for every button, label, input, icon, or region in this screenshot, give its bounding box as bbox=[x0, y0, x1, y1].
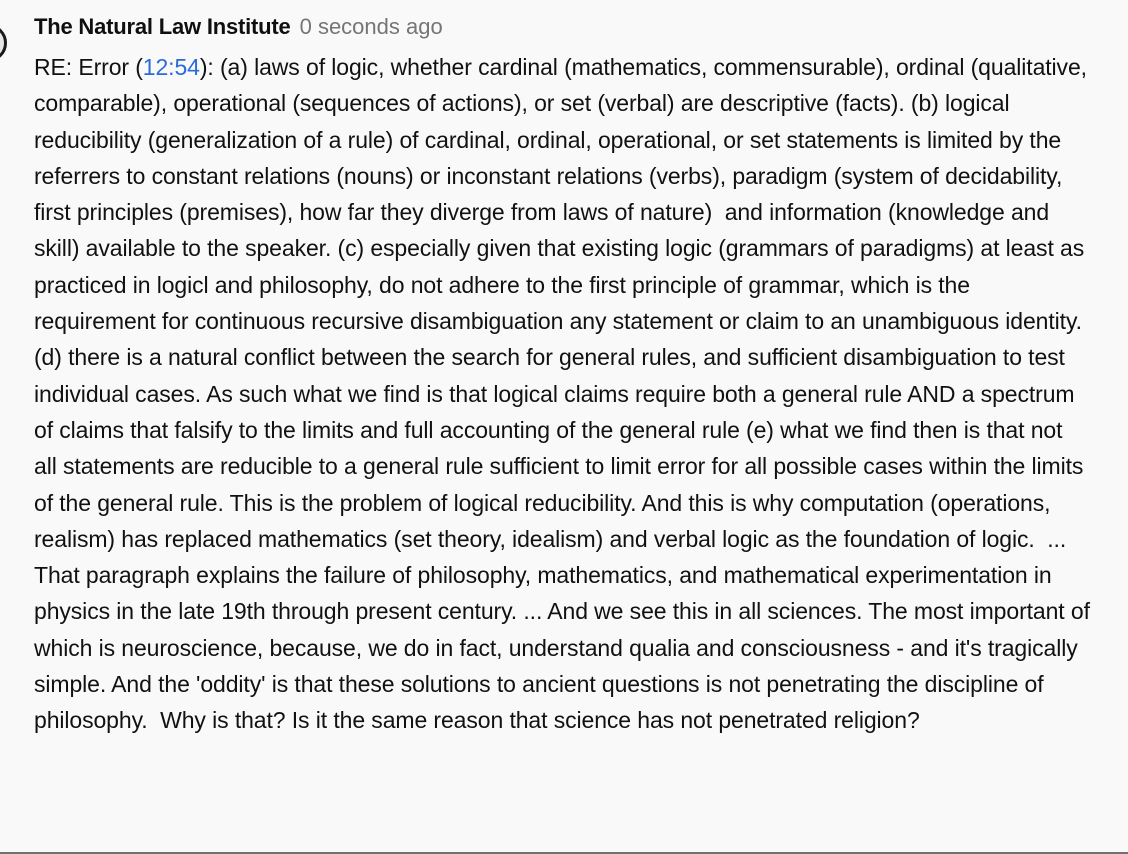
comment-header bbox=[34, 14, 1090, 40]
comment-text bbox=[34, 49, 1097, 739]
comment-text-prefix: RE: Error ( bbox=[34, 54, 143, 80]
comment-age[interactable]: 0 seconds ago bbox=[299, 14, 443, 39]
channel-avatar[interactable] bbox=[0, 24, 7, 62]
video-timestamp-link[interactable]: 12:54 bbox=[142, 54, 200, 80]
comment-author[interactable]: The Natural Law Institute bbox=[34, 14, 291, 39]
comment-text-rest: ): (a) laws of logic, whether cardinal (mathematics, commensurable), ordinal (qualitative, comparable), operational (sequences of actions), or set (verbal) are descriptive (facts). (b) logical reducibility (generalization of a rule) of cardinal, ordinal, operational, or set statements is limited by the referrers to constant relations (nouns) or inconstant relations (verbs), paradigm (system of decidability, first principles (premises), how far they diverge from laws of nature) and information (knowledge and skill) available to the speaker. (c) especially given that existing logic (grammars of paradigms) at least as practiced in logicl and philosophy, do not adhere to the first principle of grammar, which is the requirement for continuous recursive disambiguation any statement or claim to an unambiguous identity. (d) there is a natural conflict between the search for general rules, and sufficient disambiguation to test individual cases. As such what we find is that logical claims require both a general rule AND a spectrum of claims that falsify to the limits and full accounting of the general rule (e) what we find then is that not all statements are reducible to a general rule sufficient to limit error for all possible cases within the limits of the general rule. This is the problem of logical reducibility. And this is why computation (operations, realism) has replaced mathematics (set theory, idealism) and verbal logic as the foundation of logic. ... That paragraph explains the failure of philosophy, mathematics, and mathematical experimentation in physics in the late 19th through present century. ... And we see this in all sciences. The most important of which is neuroscience, because, we do in fact, understand qualia and consciousness - and it's tragically simple. And the 'oddity' is that these solutions to ancient questions is not penetrating the discipline of philosophy. Why is that? Is it the same reason that science has not penetrated religion? bbox=[34, 54, 1097, 734]
comment-block bbox=[34, 14, 1097, 739]
